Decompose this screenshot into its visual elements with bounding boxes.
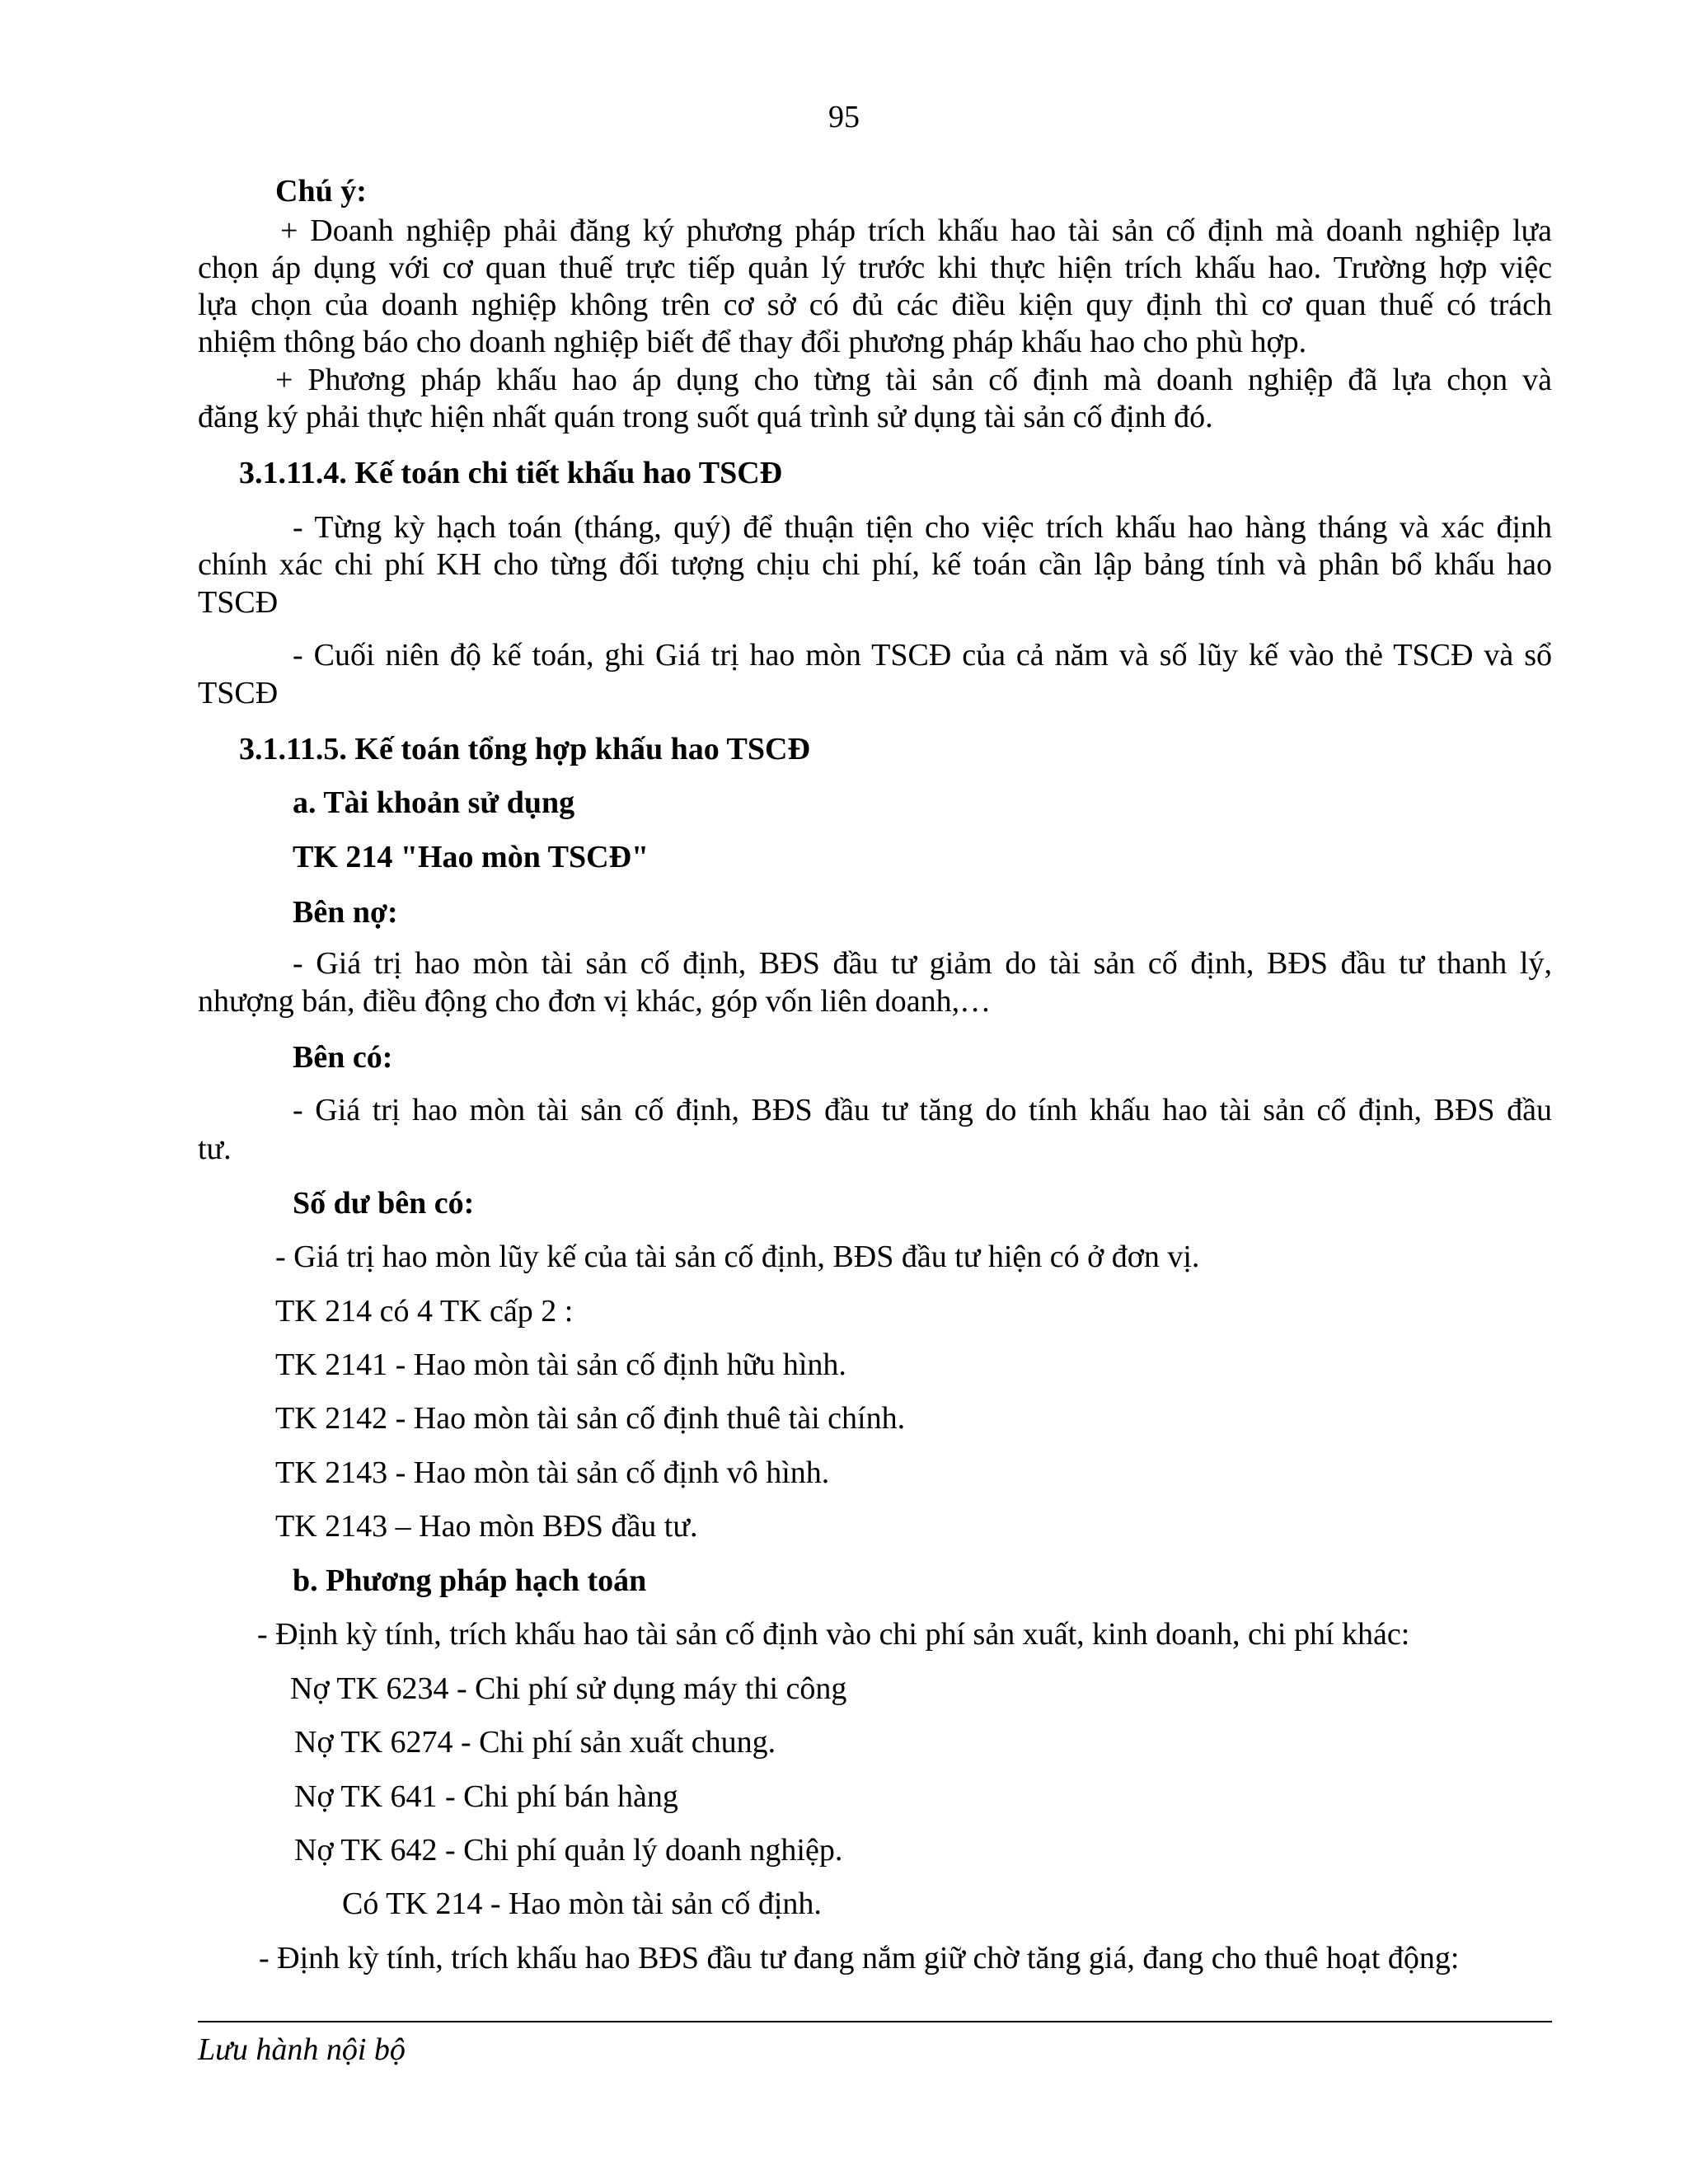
note-paragraph-line: chọn áp dụng với cơ quan thuế trực tiếp quản lý trước khi thực hiện trích khấu hao. Trường hợp việc xyxy=(198,251,1552,285)
debit-text-line: nhượng bán, điều động cho đơn vị khác, góp vốn liên doanh,… xyxy=(198,984,992,1019)
sub-account-item: TK 2143 – Hao mòn BĐS đầu tư. xyxy=(275,1509,698,1544)
sub-account-item: TK 2141 - Hao mòn tài sản cố định hữu hình. xyxy=(275,1347,846,1382)
footer-divider xyxy=(198,2021,1552,2022)
paragraph-line: TSCĐ xyxy=(198,585,279,620)
subheading-accounting-method: b. Phương pháp hạch toán xyxy=(293,1563,647,1598)
debit-heading: Bên nợ: xyxy=(293,895,398,930)
credit-text-line: - Giá trị hao mòn tài sản cố định, BĐS đầu tư tăng do tính khấu hao tài sản cố định, BĐS đầu xyxy=(293,1093,1552,1127)
note-paragraph-line: đăng ký phải thực hiện nhất quán trong suốt quá trình sử dụng tài sản cố định đó. xyxy=(198,400,1213,434)
paragraph-line: chính xác chi phí KH cho từng đối tượng chịu chi phí, kế toán cần lập bảng tính và phân bổ khấu hao xyxy=(198,547,1552,582)
note-paragraph-line: nhiệm thông báo cho doanh nghiệp biết để thay đổi phương pháp khấu hao cho phù hợp. xyxy=(198,325,1307,359)
sub-account-item: TK 2143 - Hao mòn tài sản cố định vô hình. xyxy=(275,1455,830,1490)
sub-account-item: TK 2142 - Hao mòn tài sản cố định thuê tài chính. xyxy=(275,1401,906,1436)
subheading-accounts-used: a. Tài khoản sử dụng xyxy=(293,785,575,820)
debit-text-line: - Giá trị hao mòn tài sản cố định, BĐS đầu tư giảm do tài sản cố định, BĐS đầu tư thanh lý, xyxy=(293,946,1552,981)
paragraph-line: TSCĐ xyxy=(198,676,279,710)
note-paragraph-line: + Doanh nghiệp phải đăng ký phương pháp trích khấu hao tài sản cố định mà doanh nghiệp lựa xyxy=(280,213,1552,248)
credit-entry: Có TK 214 - Hao mòn tài sản cố định. xyxy=(342,1886,822,1921)
account-heading: TK 214 "Hao mòn TSCĐ" xyxy=(293,840,649,874)
note-paragraph-line: + Phương pháp khấu hao áp dụng cho từng tài sản cố định mà doanh nghiệp đã lựa chọn và xyxy=(275,363,1552,397)
paragraph-line: - Từng kỳ hạch toán (tháng, quý) để thuận tiện cho việc trích khấu hao hàng tháng và xác định xyxy=(293,510,1552,545)
section-heading-3-1-11-4: 3.1.11.4. Kế toán chi tiết khấu hao TSCĐ xyxy=(239,456,783,490)
footer-text: Lưu hành nội bộ xyxy=(198,2032,406,2067)
sub-accounts-intro: TK 214 có 4 TK cấp 2 : xyxy=(275,1294,574,1329)
method-line: - Định kỳ tính, trích khấu hao tài sản cố định vào chi phí sản xuất, kinh doanh, chi phí khác: xyxy=(257,1617,1410,1652)
debit-entry: Nợ TK 642 - Chi phí quản lý doanh nghiệp. xyxy=(294,1833,843,1868)
credit-text-line: tư. xyxy=(198,1132,232,1166)
note-title: Chú ý: xyxy=(275,174,367,209)
section-heading-3-1-11-5: 3.1.11.5. Kế toán tổng hợp khấu hao TSCĐ xyxy=(239,732,810,766)
balance-text: - Giá trị hao mòn lũy kế của tài sản cố định, BĐS đầu tư hiện có ở đơn vị. xyxy=(275,1240,1200,1274)
balance-heading: Số dư bên có: xyxy=(293,1186,475,1221)
method-line: - Định kỳ tính, trích khấu hao BĐS đầu tư đang nắm giữ chờ tăng giá, đang cho thuê hoạt động: xyxy=(259,1941,1460,1975)
debit-entry: Nợ TK 6274 - Chi phí sản xuất chung. xyxy=(294,1725,776,1760)
paragraph-line: - Cuối niên độ kế toán, ghi Giá trị hao mòn TSCĐ của cả năm và số lũy kế vào thẻ TSCĐ và sổ xyxy=(293,638,1552,673)
debit-entry: Nợ TK 641 - Chi phí bán hàng xyxy=(294,1779,678,1814)
page-number: 95 xyxy=(828,100,860,134)
credit-heading: Bên có: xyxy=(293,1040,393,1075)
note-paragraph-line: lựa chọn của doanh nghiệp không trên cơ sở có đủ các điều kiện quy định thì cơ quan thuế có trách xyxy=(198,288,1552,322)
debit-entry: Nợ TK 6234 - Chi phí sử dụng máy thi công xyxy=(290,1671,847,1706)
